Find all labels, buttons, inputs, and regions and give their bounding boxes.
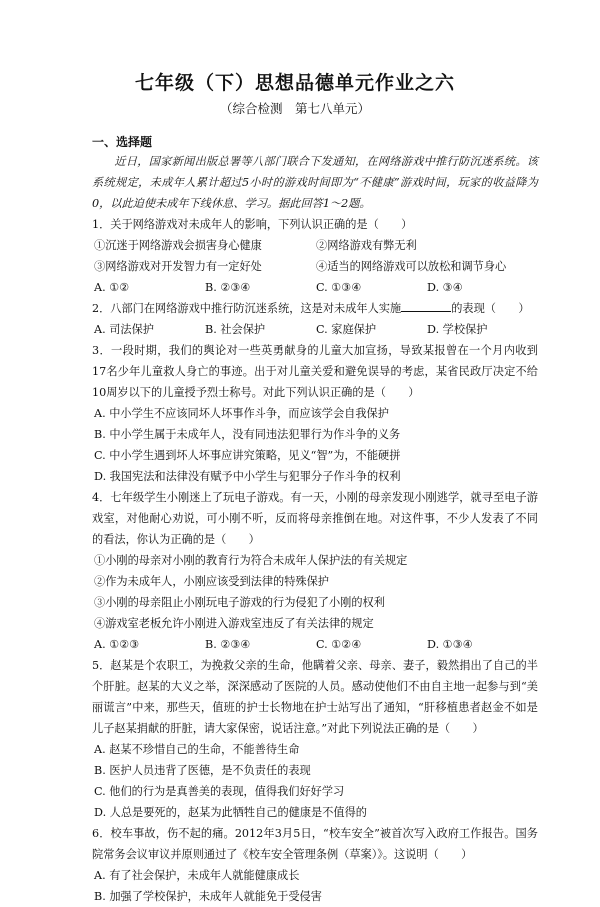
option-a: A. 司法保护	[94, 323, 154, 336]
option-c: C. 中小学生遇到坏人坏事应讲究策略，见义“智”为，不能硬拼	[94, 449, 401, 462]
question-5-stem: 5．赵某是个农职工，为挽救父亲的生命，他瞒着父亲、母亲、妻子，毅然捐出了自己的半个肝脏。赵某的大义之举，深深感动了医院的人员。感动使他们不由自主地一起参与到“美丽谎言”中来，那些天，值班的护士长物地在护士站写出了通知，“肝移植患者赵金不如是儿子赵某捐献的肝脏，请大家保密，说话注意。”对此下列说法正确的是（ ）	[92, 659, 538, 735]
question-5	[92, 655, 538, 823]
option-d: D. 人总是要死的，赵某为此牺牲自己的健康是不值得的	[94, 806, 367, 819]
page-subtitle: （综合检测 第七八单元）	[219, 101, 370, 116]
option-a: A. ①②	[94, 281, 130, 294]
option-b: B. 加强了学校保护，未成年人就能免于受侵害	[94, 890, 322, 903]
option-a: A. ①②③	[94, 638, 140, 651]
option-d: D. 学校保护	[427, 323, 488, 336]
question-3-stem: 3．一段时期，我们的舆论对一些英勇献身的儿童大加宣扬，导致某报曾在一个月内收到17名少年儿童救人身亡的事迹。出于对儿童关爱和避免误导的考虑，某省民政厅决定不给10周岁以下的儿童授予烈士称号。对此下列认识正确的是（ ）	[92, 344, 538, 399]
question-2	[92, 298, 538, 340]
option-b: B. 中小学生属于未成年人，没有同违法犯罪行为作斗争的义务	[94, 428, 401, 441]
question-3	[92, 340, 538, 487]
answer-blank	[401, 299, 451, 312]
question-6	[92, 823, 538, 907]
question-1-statements-row-1	[92, 235, 538, 256]
statement-3: ③小刚的母亲阻止小刚玩电子游戏的行为侵犯了小刚的权利	[94, 596, 385, 609]
question-1-stem: 1．关于网络游戏对未成年人的影响，下列认识正确的是（ ）	[92, 218, 413, 231]
option-d: D. ③④	[427, 281, 463, 294]
question-2-stem	[92, 298, 538, 319]
statement-1: ①小刚的母亲对小刚的教育行为符合未成年人保护法的有关规定	[94, 554, 408, 567]
option-b: B. 社会保护	[205, 323, 266, 336]
question-4-stem: 4．七年级学生小刚迷上了玩电子游戏。有一天，小刚的母亲发现小刚逃学，就寻至电子游戏室，对他耐心劝说，可小刚不听，反而将母亲推倒在地。对这件事，不少人发表了不同的看法，你认为正确的是（ ）	[92, 491, 538, 546]
statement-2: ②作为未成年人，小刚应该受到法律的特殊保护	[94, 575, 329, 588]
option-d: D. 我国宪法和法律没有赋予中小学生与犯罪分子作斗争的权利	[94, 470, 401, 483]
question-2-options	[92, 319, 538, 340]
statement-2: ②网络游戏有弊无利	[316, 239, 417, 252]
option-c: C. 他们的行为是真善美的表现，值得我们好好学习	[94, 785, 345, 798]
option-c: C. ①②④	[316, 638, 362, 651]
option-c: C. 家庭保护	[316, 323, 377, 336]
section-heading: 一、选择题	[92, 135, 153, 149]
statement-4: ④适当的网络游戏可以放松和调节身心	[316, 260, 507, 273]
question-6-stem: 6．校车事故，伤不起的痛。2012年3月5日，“校车安全”被首次写入政府工作报告。国务院常务会议审议并原则通过了《校车安全管理条例（草案）》。这说明（ ）	[92, 827, 538, 861]
intro-paragraph: 近日，国家新闻出版总署等八部门联合下发通知，在网络游戏中推行防沉迷系统。该系统规定，未成年人累计超过5小时的游戏时间即为“不健康”游戏时间，玩家的收益降为0，以此迫使未成年下线休息、学习。据此回答1～2题。	[92, 155, 538, 210]
option-a: A. 有了社会保护，未成年人就能健康成长	[94, 869, 300, 882]
option-d: D. ①③④	[427, 638, 473, 651]
page-title: 七年级（下）思想品德单元作业之六	[134, 72, 455, 94]
question-2-stem-after: 的表现（ ）	[451, 302, 530, 315]
question-1	[92, 214, 538, 298]
option-c: C. ①③④	[316, 281, 362, 294]
option-a: A. 赵某不珍惜自己的生命，不能善待生命	[94, 743, 300, 756]
option-b: B. ②③④	[205, 638, 251, 651]
statement-4: ④游戏室老板允许小刚进入游戏室违反了有关法律的规定	[94, 617, 374, 630]
option-b: B. 医护人员违背了医德，是不负责任的表现	[94, 764, 311, 777]
statement-1: ①沉迷于网络游戏会损害身心健康	[94, 239, 262, 252]
option-b: B. ②③④	[205, 281, 251, 294]
option-a: A. 中小学生不应该同坏人坏事作斗争，而应该学会自我保护	[94, 407, 389, 420]
question-4-options	[92, 634, 538, 655]
question-2-stem-before: 2．八部门在网络游戏中推行防沉迷系统，这是对未成年人实施	[92, 302, 402, 315]
statement-3: ③网络游戏对开发智力有一定好处	[94, 260, 262, 273]
question-1-statements-row-2	[92, 256, 538, 277]
question-1-options	[92, 277, 538, 298]
question-4	[92, 487, 538, 655]
